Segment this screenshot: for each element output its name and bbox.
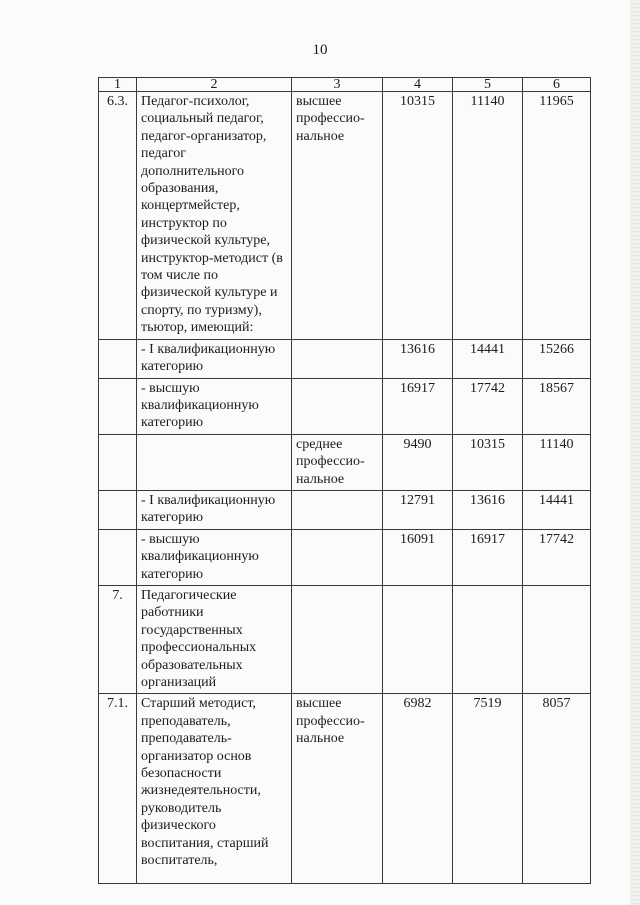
row-number-cell xyxy=(99,490,137,529)
row-number-cell: 7. xyxy=(99,585,137,693)
table-row xyxy=(99,694,591,884)
salary-value-cell: 10315 xyxy=(383,92,453,340)
scan-edge xyxy=(630,0,640,905)
header-cell-5: 5 xyxy=(453,78,523,92)
salary-value-cell: 16091 xyxy=(383,529,453,585)
position-name-cell: - высшую квалификационную категорию xyxy=(137,529,292,585)
table-row xyxy=(99,434,591,490)
position-name-cell: - высшую квалификационную категорию xyxy=(137,378,292,434)
education-level-cell xyxy=(292,490,383,529)
salary-value-cell: 8057 xyxy=(523,694,591,884)
salary-value-cell xyxy=(383,585,453,693)
salary-value-cell: 17742 xyxy=(523,529,591,585)
row-number-cell xyxy=(99,434,137,490)
table-row xyxy=(99,339,591,378)
salary-table xyxy=(98,77,591,884)
education-level-cell: среднее профессио-нальное xyxy=(292,434,383,490)
salary-value-cell: 15266 xyxy=(523,339,591,378)
salary-value-cell: 16917 xyxy=(453,529,523,585)
salary-value-cell: 11140 xyxy=(523,434,591,490)
row-number-cell xyxy=(99,378,137,434)
education-level-cell xyxy=(292,378,383,434)
header-cell-4: 4 xyxy=(383,78,453,92)
header-cell-6: 6 xyxy=(523,78,591,92)
row-number-cell xyxy=(99,339,137,378)
salary-value-cell: 16917 xyxy=(383,378,453,434)
salary-value-cell xyxy=(523,585,591,693)
table-row xyxy=(99,529,591,585)
salary-value-cell: 10315 xyxy=(453,434,523,490)
salary-value-cell: 11140 xyxy=(453,92,523,340)
education-level-cell xyxy=(292,585,383,693)
education-level-cell: высшее профессио-нальное xyxy=(292,694,383,884)
education-level-cell xyxy=(292,529,383,585)
table-row xyxy=(99,490,591,529)
salary-value-cell: 12791 xyxy=(383,490,453,529)
header-cell-1: 1 xyxy=(99,78,137,92)
table-header-row xyxy=(99,78,591,92)
table-row xyxy=(99,92,591,340)
position-name-cell: Педагог-психолог, социальный педагог, педагог-организатор, педагог дополнительного образования, концертмейстер, инструктор по физической культуре, инструктор-методист (в том числе по физической культуре и спорту, по туризму), тьютор, имеющий: xyxy=(137,92,292,340)
salary-value-cell: 14441 xyxy=(453,339,523,378)
table-row xyxy=(99,585,591,693)
salary-value-cell: 13616 xyxy=(383,339,453,378)
row-number-cell: 6.3. xyxy=(99,92,137,340)
row-number-cell xyxy=(99,529,137,585)
header-cell-3: 3 xyxy=(292,78,383,92)
salary-value-cell: 14441 xyxy=(523,490,591,529)
salary-value-cell: 13616 xyxy=(453,490,523,529)
salary-value-cell: 6982 xyxy=(383,694,453,884)
position-name-cell xyxy=(137,434,292,490)
header-cell-2: 2 xyxy=(137,78,292,92)
salary-value-cell xyxy=(453,585,523,693)
salary-value-cell: 18567 xyxy=(523,378,591,434)
salary-value-cell: 11965 xyxy=(523,92,591,340)
position-name-cell: Старший методист, преподаватель, преподаватель-организатор основ безопасности жизнедеятельности, руководитель физического воспитания, старший воспитатель, xyxy=(137,694,292,884)
page-number: 10 xyxy=(312,42,328,58)
table-row xyxy=(99,378,591,434)
position-name-cell: Педагогические работники государственных профессиональных образовательных организаций xyxy=(137,585,292,693)
position-name-cell: - I квалификационную категорию xyxy=(137,339,292,378)
salary-value-cell: 9490 xyxy=(383,434,453,490)
education-level-cell xyxy=(292,339,383,378)
row-number-cell: 7.1. xyxy=(99,694,137,884)
salary-value-cell: 7519 xyxy=(453,694,523,884)
position-name-cell: - I квалификационную категорию xyxy=(137,490,292,529)
salary-value-cell: 17742 xyxy=(453,378,523,434)
education-level-cell: высшее профессио-нальное xyxy=(292,92,383,340)
